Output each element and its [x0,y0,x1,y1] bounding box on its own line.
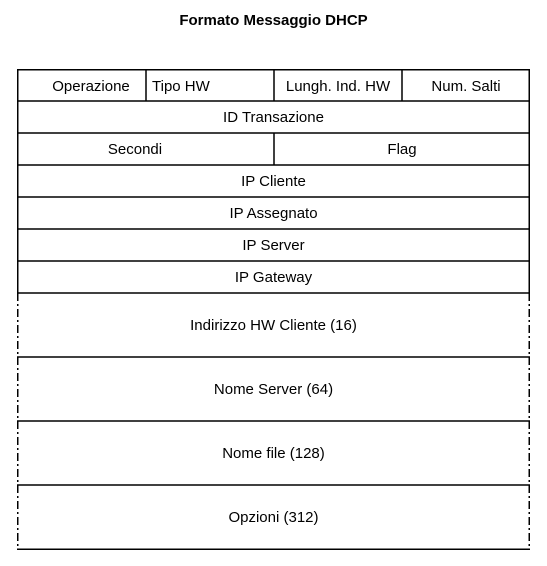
field-options: Opzioni (312) [228,508,319,526]
field-file-name: Nome file (128) [222,444,325,462]
field-assigned-ip: IP Assegnato [229,204,318,222]
field-client-hw-address: Indirizzo HW Cliente (16) [190,316,357,334]
dhcp-message-format-table [17,69,530,550]
field-client-ip: IP Cliente [241,172,306,190]
field-server-ip: IP Server [242,236,305,254]
diagram-title: Formato Messaggio DHCP [179,12,368,29]
field-hw-type: Tipo HW [152,77,210,95]
field-server-name: Nome Server (64) [213,380,334,398]
field-operation: Operazione [52,77,130,95]
field-flags: Flag [387,140,417,158]
field-gateway-ip: IP Gateway [234,268,313,286]
field-seconds: Secondi [107,140,163,158]
field-transaction-id: ID Transazione [223,108,324,126]
field-hw-addr-len: Lungh. Ind. HW [285,77,391,95]
field-hops: Num. Salti [431,77,501,95]
